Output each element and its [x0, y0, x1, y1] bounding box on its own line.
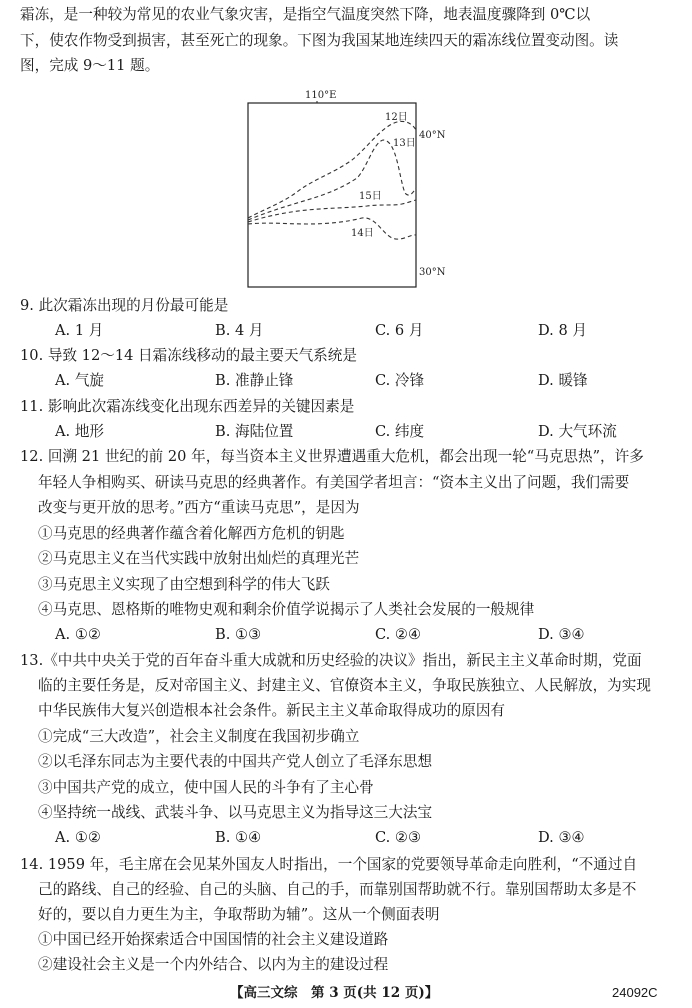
q9-option-a: A. 1 月	[55, 322, 104, 339]
q11-option-d: D. 大气环流	[538, 423, 617, 440]
intro-line-2: 下，使农作物受到损害，甚至死亡的现象。下图为我国某地连续四天的霜冻线位置变动图。读	[20, 32, 619, 49]
q12-option-a: A. ①②	[55, 626, 101, 643]
q14-line-2: 己的路线、自己的经验、自己的头脑、自己的手，而靠别国帮助就不行。靠别国帮助太多是不	[38, 881, 637, 898]
q9-stem: 9. 此次霜冻出现的月份最可能是	[20, 297, 229, 314]
q12-line-1: 12. 回溯 21 世纪的前 20 年，每当资本主义世界遭遇重大危机，都会出现一轮“马克思热”，许多	[20, 448, 644, 465]
page-footer: 【高三文综 第 3 页(共 12 页)】	[230, 985, 439, 1001]
q14-item-2: ②建设社会主义是一个内外结合、以内为主的建设过程	[38, 956, 389, 973]
line-label-12: 12日	[385, 112, 408, 123]
q13-item-4: ④坚持统一战线、武装斗争、以马克思主义为指导这三大法宝	[38, 804, 433, 821]
line-label-13: 13日	[393, 138, 416, 149]
lat-30-label: 30°N	[419, 267, 446, 278]
q14-item-1: ①中国已经开始探索适合中国国情的社会主义建设道路	[38, 931, 389, 948]
q13-option-d: D. ③④	[538, 829, 585, 846]
q13-item-3: ③中国共产党的成立，使中国人民的斗争有了主心骨	[38, 779, 374, 796]
q11-option-b: B. 海陆位置	[215, 423, 294, 440]
q14-line-3: 好的，要以自力更生为主，争取帮助为辅”。这从一个侧面表明	[38, 906, 440, 923]
lat-40-label: 40°N	[419, 130, 446, 141]
q12-option-b: B. ①③	[215, 626, 262, 643]
line-label-14: 14日	[351, 228, 374, 239]
q13-line-1: 13.《中共中央关于党的百年奋斗重大成就和历史经验的决议》指出，新民主主义革命时期，党面	[20, 652, 642, 669]
map-frame	[248, 103, 416, 287]
longitude-label: 110°E	[305, 90, 337, 101]
q9-option-b: B. 4 月	[215, 322, 264, 339]
frost-line-svg	[247, 88, 446, 288]
intro-line-1: 霜冻，是一种较为常见的农业气象灾害，是指空气温度突然下降，地表温度骤降到 0℃以	[20, 6, 591, 23]
q12-item-3: ③马克思主义实现了由空想到科学的伟大飞跃	[38, 576, 330, 593]
q10-stem: 10. 导致 12～14 日霜冻线移动的最主要天气系统是	[20, 347, 357, 364]
q12-option-c: C. ②④	[375, 626, 422, 643]
q13-option-c: C. ②③	[375, 829, 422, 846]
frost-line-12	[248, 121, 416, 218]
q10-option-a: A. 气旋	[55, 372, 105, 389]
q13-option-b: B. ①④	[215, 829, 262, 846]
q13-line-3: 中华民族伟大复兴创造根本社会条件。新民主主义革命取得成功的原因有	[38, 702, 506, 719]
q13-item-1: ①完成“三大改造”，社会主义制度在我国初步确立	[38, 728, 360, 745]
q9-option-d: D. 8 月	[538, 322, 587, 339]
q12-option-d: D. ③④	[538, 626, 585, 643]
q10-option-d: D. 暖锋	[538, 372, 588, 389]
q13-item-2: ②以毛泽东同志为主要代表的中国共产党人创立了毛泽东思想	[38, 753, 433, 770]
frost-line-map	[247, 88, 446, 288]
q11-option-c: C. 纬度	[375, 423, 425, 440]
q10-option-b: B. 准静止锋	[215, 372, 294, 389]
intro-line-3: 图，完成 9～11 题。	[20, 57, 160, 74]
frost-line-15	[248, 200, 416, 222]
q11-stem: 11. 影响此次霜冻线变化出现东西差异的关键因素是	[20, 398, 355, 415]
line-label-15: 15日	[359, 191, 382, 202]
frost-line-14	[248, 218, 416, 239]
q12-item-1: ①马克思的经典著作蕴含着化解西方危机的钥匙	[38, 525, 345, 542]
q14-line-1: 14. 1959 年，毛主席在会见某外国友人时指出，一个国家的党要领导革命走向胜利，“不通过自	[20, 856, 638, 873]
exam-code: 24092C	[612, 985, 658, 1000]
q12-item-2: ②马克思主义在当代实践中放射出灿烂的真理光芒	[38, 550, 360, 567]
q12-item-4: ④马克思、恩格斯的唯物史观和剩余价值学说揭示了人类社会发展的一般规律	[38, 601, 535, 618]
q11-option-a: A. 地形	[55, 423, 105, 440]
q13-option-a: A. ①②	[55, 829, 101, 846]
q10-option-c: C. 冷锋	[375, 372, 425, 389]
q13-line-2: 临的主要任务是，反对帝国主义、封建主义、官僚资本主义，争取民族独立、人民解放，为实现	[38, 677, 651, 694]
q12-line-3: 改变与更开放的思考。”西方“重读马克思”，是因为	[38, 499, 360, 516]
q9-option-c: C. 6 月	[375, 322, 424, 339]
q12-line-2: 年轻人争相购买、研读马克思的经典著作。有美国学者坦言：“资本主义出了问题，我们需要	[38, 474, 630, 491]
